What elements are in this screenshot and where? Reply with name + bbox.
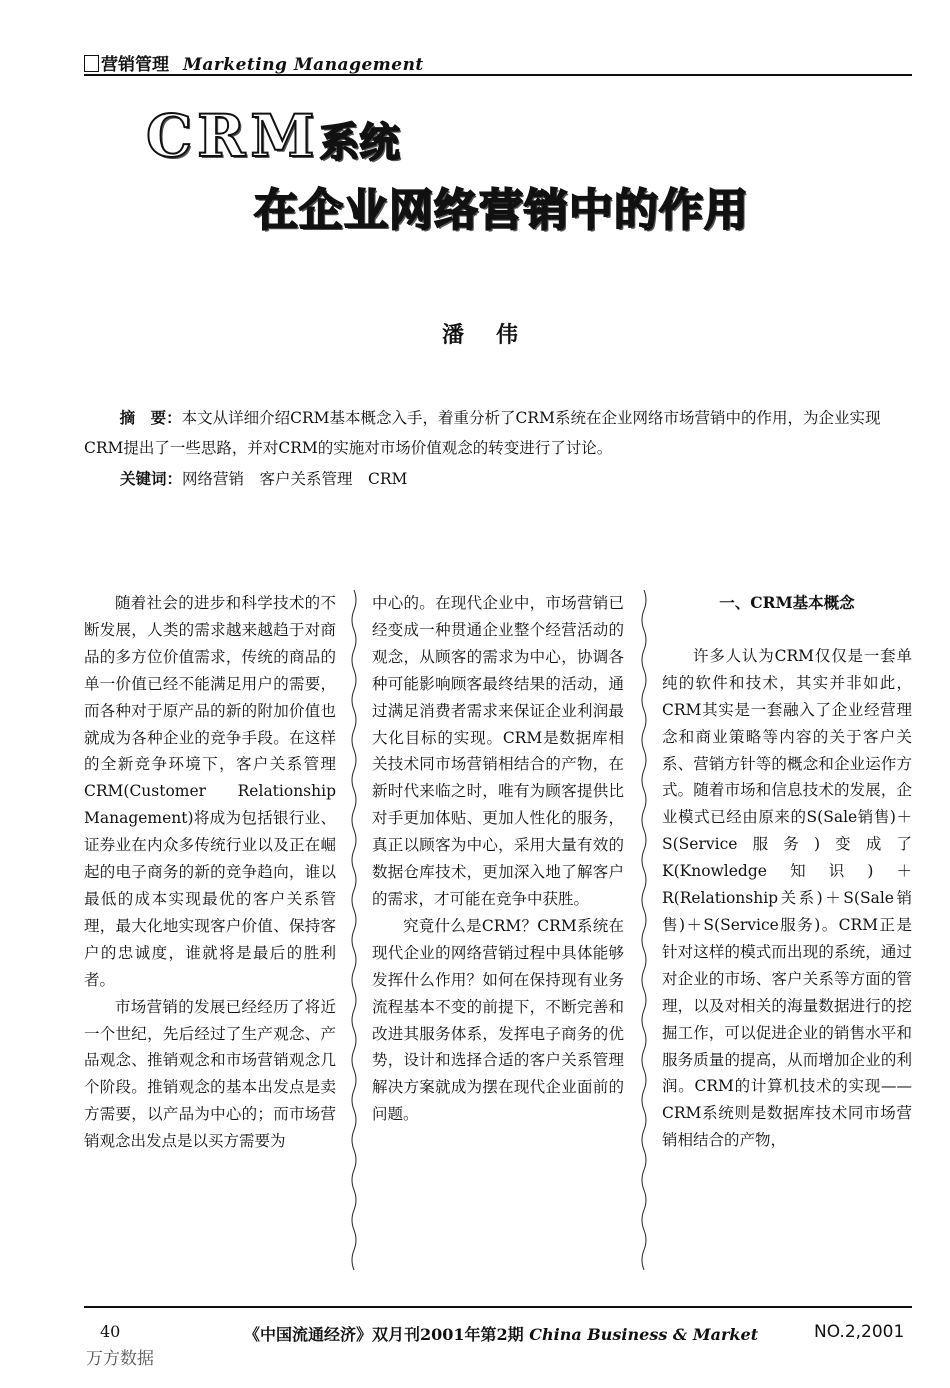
keywords-text: 网络营销 客户关系管理 CRM: [182, 470, 408, 488]
body-column-1: [84, 590, 336, 1155]
keywords-label: 关键词：: [120, 469, 183, 488]
journal-info: [244, 1322, 758, 1345]
header-rule: [84, 74, 912, 76]
abstract-label: 摘 要：: [119, 408, 182, 427]
column-separator: [640, 590, 648, 1280]
title-latin: CRM: [146, 102, 320, 170]
paragraph: 市场营销的发展已经经历了将近一个世纪，先后经过了生产观念、产品观念、推销观念和市场营销观念几个阶段。推销观念的基本出发点是卖方需要，以产品为中心的；而市场营销观念出发点是以买方需要为: [84, 997, 336, 1151]
title-line1: [146, 102, 400, 170]
paragraph: 中心的。在现代企业中，市场营销已经变成一种贯通企业整个经营活动的观念，从顾客的需求为中心，协调各种可能影响顾客最终结果的活动，通过满足消费者需求来保证企业利润最大化目标的实现。CRM是数据库相关技术同市场营销相结合的产物，在新时代来临之时，唯有为顾客提供比对手更加体贴、更加人性化的服务，真正以顾客为中心，采用大量有效的数据仓库技术，更加深入地了解客户的需求，才可能在竞争中获胜。: [372, 594, 624, 908]
body-column-2: [372, 590, 624, 1128]
paragraph: 许多人认为CRM仅仅是一套单纯的软件和技术，其实并非如此，CRM其实是一套融入了企业经营理念和商业策略等内容的关于客户关系、营销方针等的概念和企业运作方式。随着市场和信息技术的发展，企业模式已经由原来的S(Sale销售)＋S(Service服务)变成了K(Knowledge知识)＋R(Relationship关系)＋S(Sale销售)＋S(Service服务)。CRM正是针对这样的模式而出现的系统，通过对企业的市场、客户关系等方面的管理，以及对相关的海量数据进行的挖掘工作，可以促进企业的销售水平和服务质量的提高，从而增加企业的利润。CRM的计算机技术的实现——CRM系统则是数据库技术同市场营销相结合的产物，: [662, 646, 912, 1150]
square-icon: [84, 55, 99, 72]
header-section: [84, 50, 424, 75]
journal-cn: 《中国流通经济》双月刊2001年第2期: [244, 1325, 524, 1344]
title-cn: 系统: [319, 119, 400, 166]
section-name-cn: 营销管理: [101, 55, 169, 75]
footer-rule: [84, 1306, 912, 1308]
body-column-3: [662, 590, 912, 1154]
abstract-text: 本文从详细介绍CRM基本概念入手，着重分析了CRM系统在企业网络市场营销中的作用，为企业实现CRM提出了一些思路，并对CRM的实施对市场价值观念的转变进行了讨论。: [84, 409, 881, 457]
abstract: [84, 403, 910, 463]
author: 潘伟: [442, 322, 551, 348]
column-separator: [350, 590, 358, 1280]
watermark: 万方数据: [86, 1349, 154, 1369]
page-number: 40: [100, 1322, 121, 1341]
keywords: [120, 464, 946, 494]
paragraph: 随着社会的进步和科学技术的不断发展，人类的需求越来越趋于对商品的多方位价值需求，传统的商品的单一价值已经不能满足用户的需要，而各种对于原产品的新的附加价值也就成为各种企业的竞争手段。在这样的全新竞争环境下，客户关系管理CRM(Customer Relationship Management)将成为包括银行业、证券业在内众多传统行业以及正在崛起的电子商务的新的竞争趋向，谁以最低的成本实现最优的客户关系管理，最大化地实现客户价值、保持客户的忠诚度，谁就将是最后的胜利者。: [84, 594, 336, 989]
section-heading: 一、CRM基本概念: [719, 593, 855, 612]
issue-number: NO.2,2001: [814, 1322, 905, 1342]
paragraph: 究竟什么是CRM？CRM系统在现代企业的网络营销过程中具体能够发挥什么作用？如何在保持现有业务流程基本不变的前提下，不断完善和改进其服务体系，发挥电子商务的优势，设计和选择合适的客户关系管理解决方案就成为摆在现代企业面前的问题。: [372, 916, 624, 1124]
section-name-en: Marketing Management: [183, 55, 424, 75]
journal-en: China Business & Market: [529, 1325, 759, 1344]
title-line2: 在企业网络营销中的作用: [254, 185, 749, 236]
